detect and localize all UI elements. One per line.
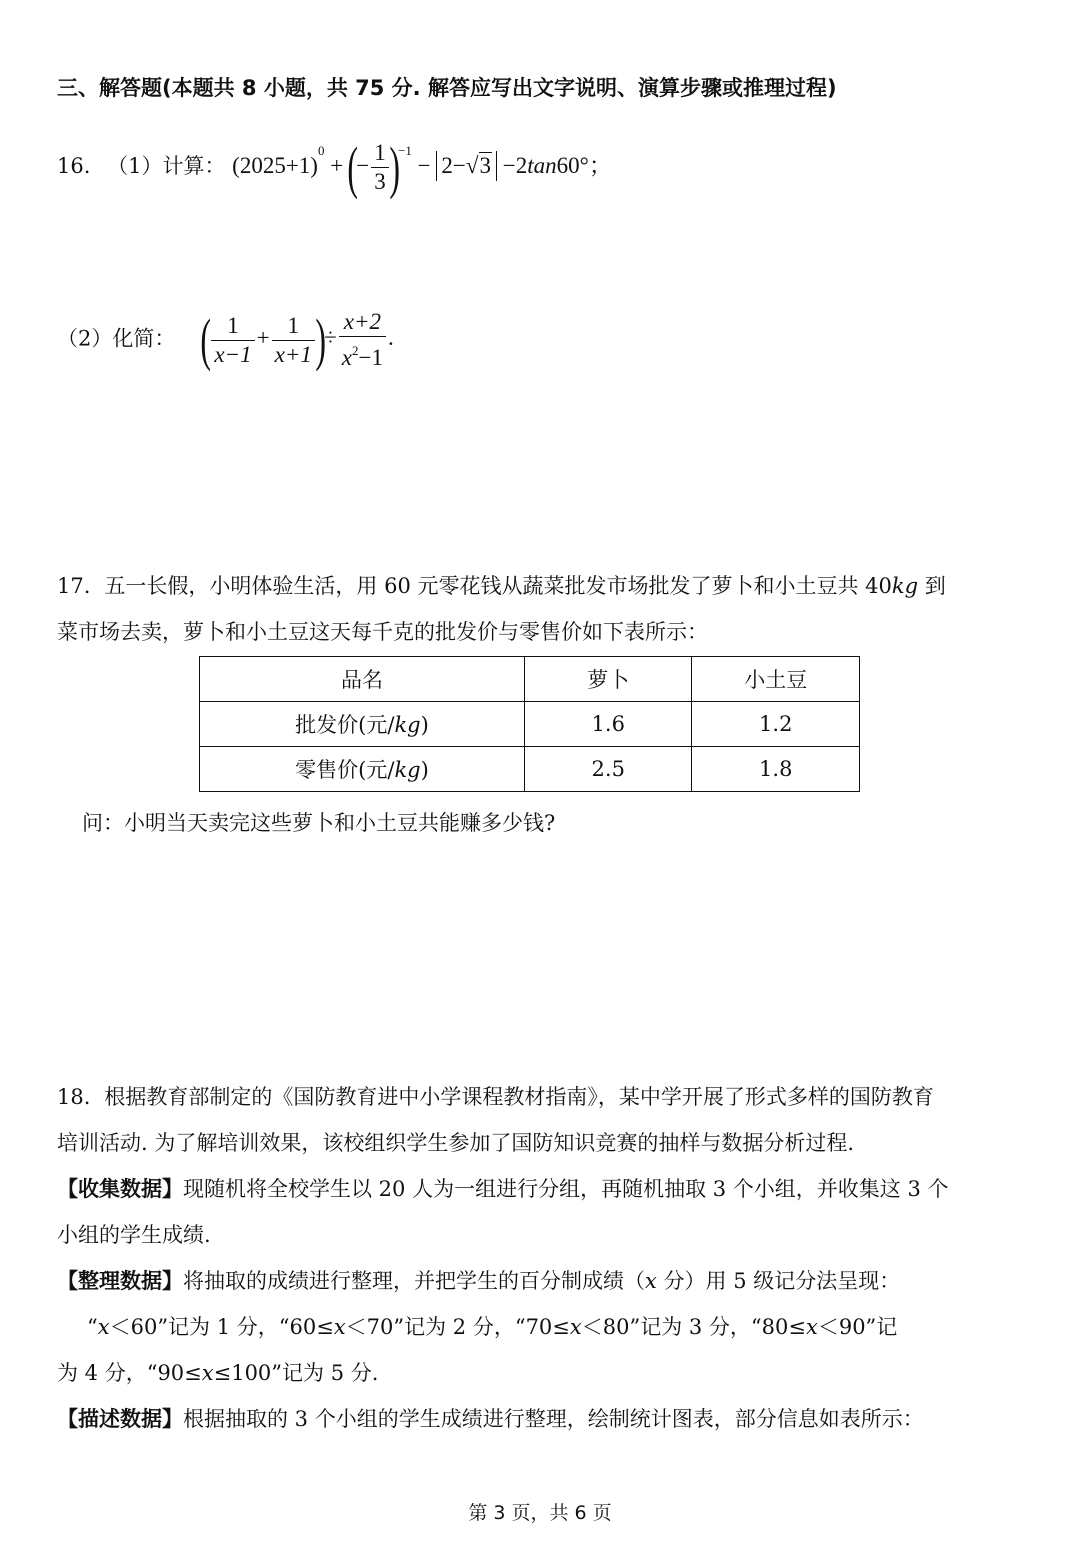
fraction-x-plus-2-over-x2-minus-1 <box>339 308 386 372</box>
table-cell: 2.5 <box>524 747 692 792</box>
table-header-row <box>200 657 860 702</box>
table-cell: 1.8 <box>692 747 860 792</box>
page-footer: 第 3 页，共 6 页 <box>468 1502 612 1524</box>
f1-num: 1 <box>211 312 254 341</box>
expr-minus: − <box>417 153 431 178</box>
expr-plus: + <box>330 153 344 178</box>
f-end: . <box>388 325 394 351</box>
left-paren: ( <box>347 134 358 200</box>
organize-label: 【整理数据】 <box>57 1269 183 1293</box>
expr-end: ； <box>588 153 612 178</box>
frac-den: 3 <box>374 169 386 195</box>
expr-tail: −2 <box>502 153 528 178</box>
expr-neg: − <box>356 153 370 178</box>
table-cell: 1.6 <box>524 702 692 747</box>
q17-question: 问：小明当天卖完这些萝卜和小土豆共能赚多少钱? <box>82 811 556 835</box>
q16-part1-label: （1）计算： <box>107 154 226 178</box>
f-div: ÷ <box>324 325 337 351</box>
f3-den-exp: 2 <box>352 343 359 358</box>
describe-label: 【描述数据】 <box>57 1407 183 1431</box>
f1-den: x−1 <box>214 341 252 367</box>
q18-collect: 【收集数据】现随机将全校学生以 20 人为一组进行分组，再随机抽取 3 个小组，并收集这 3 个 <box>57 1177 949 1201</box>
table-header-cell: 萝卜 <box>524 657 692 702</box>
expr-base: (2025+1) <box>232 153 318 178</box>
expr-exp-neg1: −1 <box>398 143 412 158</box>
q18-describe: 【描述数据】根据抽取的 3 个小组的学生成绩进行整理，绘制统计图表，部分信息如表所示： <box>57 1407 924 1431</box>
q18-collect-2: 小组的学生成绩. <box>57 1223 211 1247</box>
right-paren-2: ) <box>315 307 326 372</box>
q16-part2-label: （2）化简： <box>57 326 176 351</box>
q16-part2 <box>57 307 394 372</box>
q18-line2: 培训活动. 为了解培训效果，该校组织学生参加了国防知识竞赛的抽样与数据分析过程. <box>57 1131 855 1155</box>
table-header-cell: 品名 <box>200 657 525 702</box>
frac-num: 1 <box>371 139 389 168</box>
q16-number: 16. <box>57 154 91 178</box>
left-paren-2: ( <box>200 307 212 372</box>
q18-grade-line2: 为 4 分，“90≤x≤100”记为 5 分. <box>57 1361 379 1385</box>
expr-angle: 60° <box>556 153 589 178</box>
table-cell: 1.2 <box>692 702 860 747</box>
q17-number: 17. <box>57 574 91 598</box>
expr-tan: tan <box>527 153 557 178</box>
fraction-one-third <box>371 139 389 196</box>
f-plus: + <box>256 325 270 351</box>
table-row-label: 零售价(元/kg) <box>200 747 525 792</box>
sqrt-three: √3 <box>465 153 492 178</box>
q17-text <box>57 563 1027 655</box>
absolute-value <box>436 151 497 181</box>
abs-left: 2− <box>441 153 466 178</box>
fraction-1-over-x-plus-1 <box>272 312 315 369</box>
q16-part1-expression <box>232 134 612 200</box>
f2-den: x+1 <box>274 341 312 367</box>
f3-num: x+2 <box>339 308 386 337</box>
q18-organize: 【整理数据】将抽取的成绩进行整理，并把学生的百分制成绩（x 分）用 5 级记分法呈现： <box>57 1269 901 1293</box>
q16-part2-expression <box>200 307 394 372</box>
fraction-1-over-x-minus-1 <box>211 312 254 369</box>
q17-line2: 菜市场去卖，萝卜和小土豆这天每千克的批发价与零售价如下表所示： <box>57 620 708 644</box>
table-row <box>200 702 860 747</box>
sqrt-arg: 3 <box>479 153 492 178</box>
f2-num: 1 <box>272 312 315 341</box>
q18-text <box>57 1074 1027 1442</box>
right-paren: ) <box>389 134 400 200</box>
table-header-cell: 小土豆 <box>692 657 860 702</box>
table-row <box>200 747 860 792</box>
expr-exp0: 0 <box>317 143 325 158</box>
section-heading: 三、解答题(本题共 8 小题，共 75 分. 解答应写出文字说明、演算步骤或推理过程) <box>57 76 837 100</box>
q18-line1: 18. 根据教育部制定的《国防教育进中小学课程教材指南》，某中学开展了形式多样的国防教育 <box>57 1085 934 1109</box>
q16-part1 <box>57 128 612 200</box>
f3-den-tail: −1 <box>358 345 383 370</box>
collect-label: 【收集数据】 <box>57 1177 183 1201</box>
q17-unit: kg <box>891 574 919 598</box>
q17-line1: 17. 五一长假，小明体验生活，用 60 元零花钱从蔬菜批发市场批发了萝卜和小土豆共 40kg 到 <box>57 574 946 598</box>
q18-number: 18. <box>57 1085 91 1109</box>
q18-grade-line1: “x＜60”记为 1 分，“60≤x＜70”记为 2 分，“70≤x＜80”记为 3 分，“80≤x＜90”记 <box>87 1315 898 1339</box>
table-row-label: 批发价(元/kg) <box>200 702 525 747</box>
f3-den-base: x <box>341 345 353 370</box>
price-table <box>199 656 860 792</box>
